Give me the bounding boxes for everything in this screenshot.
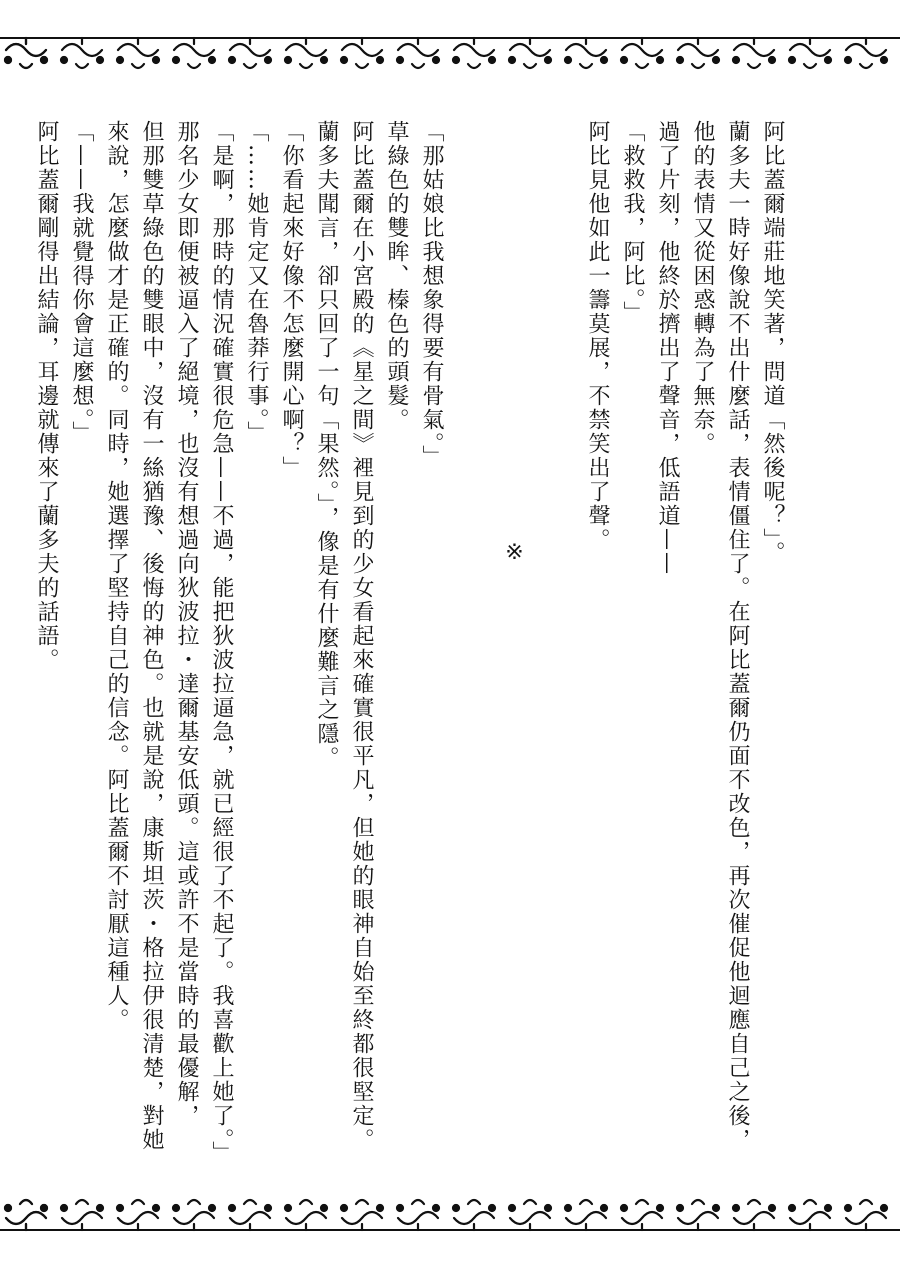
- paragraph: 他的表情又從困惑轉為了無奈。: [690, 120, 715, 456]
- flourish-border-icon: [0, 20, 900, 80]
- bottom-ornament-border: [0, 1188, 900, 1248]
- paragraph: 蘭多夫聞言，卻只回了一句「果然。」，像是有什麼難言之隱。: [314, 120, 339, 770]
- top-ornament-border: [0, 20, 900, 80]
- paragraph: 那名少女即便被逼入了絕境，也沒有想過向狄波拉・達爾基安低頭。這或許不是當時的最優解，: [174, 120, 199, 1128]
- paragraph: 「——我就覺得你會這麼想。」: [69, 120, 94, 445]
- paragraph: 阿比蓋爾剛得出結論，耳邊就傳來了蘭多夫的話語。: [34, 120, 59, 672]
- flourish-border-icon: [0, 1188, 900, 1248]
- paragraph: 阿比蓋爾在小宮殿的《星之間》裡見到的少女看起來確實很平凡，但她的眼神自始至終都很堅定。: [349, 120, 374, 1152]
- scene-separator: ※: [502, 540, 527, 567]
- paragraph: 草綠色的雙眸、榛色的頭髮。: [384, 120, 409, 432]
- paragraph: 阿比見他如此一籌莫展，不禁笑出了聲。: [585, 120, 610, 552]
- vertical-text-body: [34, 120, 790, 1170]
- paragraph: 「那姑娘比我想象得要有骨氣。」: [419, 120, 444, 469]
- paragraph: 但那雙草綠色的雙眼中，沒有一絲猶豫、後悔的神色。也就是說，康斯坦茨・格拉伊很清楚，對她: [139, 120, 164, 1152]
- paragraph: 過了片刻，他終於擠出了聲音，低語道——: [655, 120, 680, 576]
- paragraph: 「救救我，阿比。」: [620, 120, 645, 325]
- paragraph: 蘭多夫一時好像說不出什麼話，表情僵住了。在阿比蓋爾仍面不改色，再次催促他迴應自己之後，: [725, 120, 750, 1152]
- paragraph: 來說，怎麼做才是正確的。同時，她選擇了堅持自己的信念。阿比蓋爾不討厭這種人。: [104, 120, 129, 1032]
- paragraph: 「……她肯定又在魯莽行事。」: [244, 120, 269, 445]
- paragraph: 「你看起來好像不怎麼開心啊？」: [279, 120, 304, 480]
- paragraph: 阿比蓋爾端莊地笑著，問道「然後呢？」。: [760, 120, 785, 565]
- paragraph: 「是啊，那時的情況確實很危急——不過，能把狄波拉逼急，就已經很了不起了。我喜歡上她了。」: [209, 120, 234, 1165]
